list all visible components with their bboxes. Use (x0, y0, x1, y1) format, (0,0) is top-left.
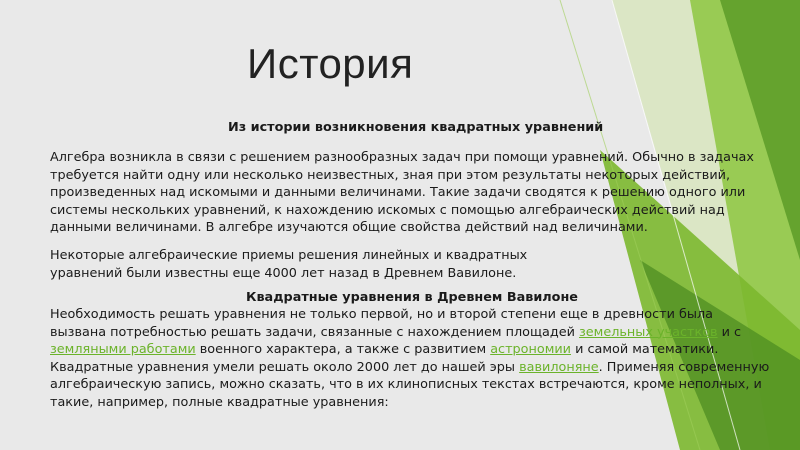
link-land-plots[interactable]: земельных участков (579, 324, 718, 340)
link-astronomy[interactable]: астрономии (490, 342, 571, 358)
paragraph-algebra-origin: Алгебра возникла в связи с решением разнообразных задач при помощи уравнений. Обычно в задачах требуется найти одну или несколько неизвестных, зная при этом результаты некоторых действий, произведенных над искомыми и данными величинами. Такие задачи сводятся к решению одного или системы нескольких уравнений, к нахождению искомых с помощью алгебраических действий над данными величинами. В алгебре изучаются общие свойства действий над величинами. (50, 150, 754, 236)
text-segment: и с (717, 324, 742, 340)
text-segment: и самой математики. Квадратные уравнения умели решать около 2000 лет до нашей эры (50, 342, 719, 375)
section-heading-history: Из истории возникновения квадратных уравнений (228, 120, 604, 135)
text-segment: военного характера, а также с развитием (195, 342, 491, 358)
paragraph-quadratic-babylon (50, 306, 770, 412)
section-heading-babylon: Квадратные уравнения в Древнем Вавилоне (246, 290, 578, 305)
link-earthworks[interactable]: земляными работами (50, 342, 196, 358)
text-segment: Необходимость решать уравнения не только первой, но и второй степени еще в древности была вызвана потребностью решать задачи, связанные с нахождением площадей (50, 307, 713, 340)
text-segment: . Применяя современную алгебраическую запись, можно сказать, что в их клинописных текстах встречаются, кроме неполных, и такие, например, полные квадратные уравнения: (50, 359, 770, 410)
slide-title: История (247, 40, 414, 87)
paragraph-babylon-methods: Некоторые алгебраические приемы решения линейных и квадратных уравнений были известны еще 4000 лет назад в Древнем Вавилоне. (50, 248, 528, 281)
link-babylonians[interactable]: вавилоняне (519, 359, 599, 375)
